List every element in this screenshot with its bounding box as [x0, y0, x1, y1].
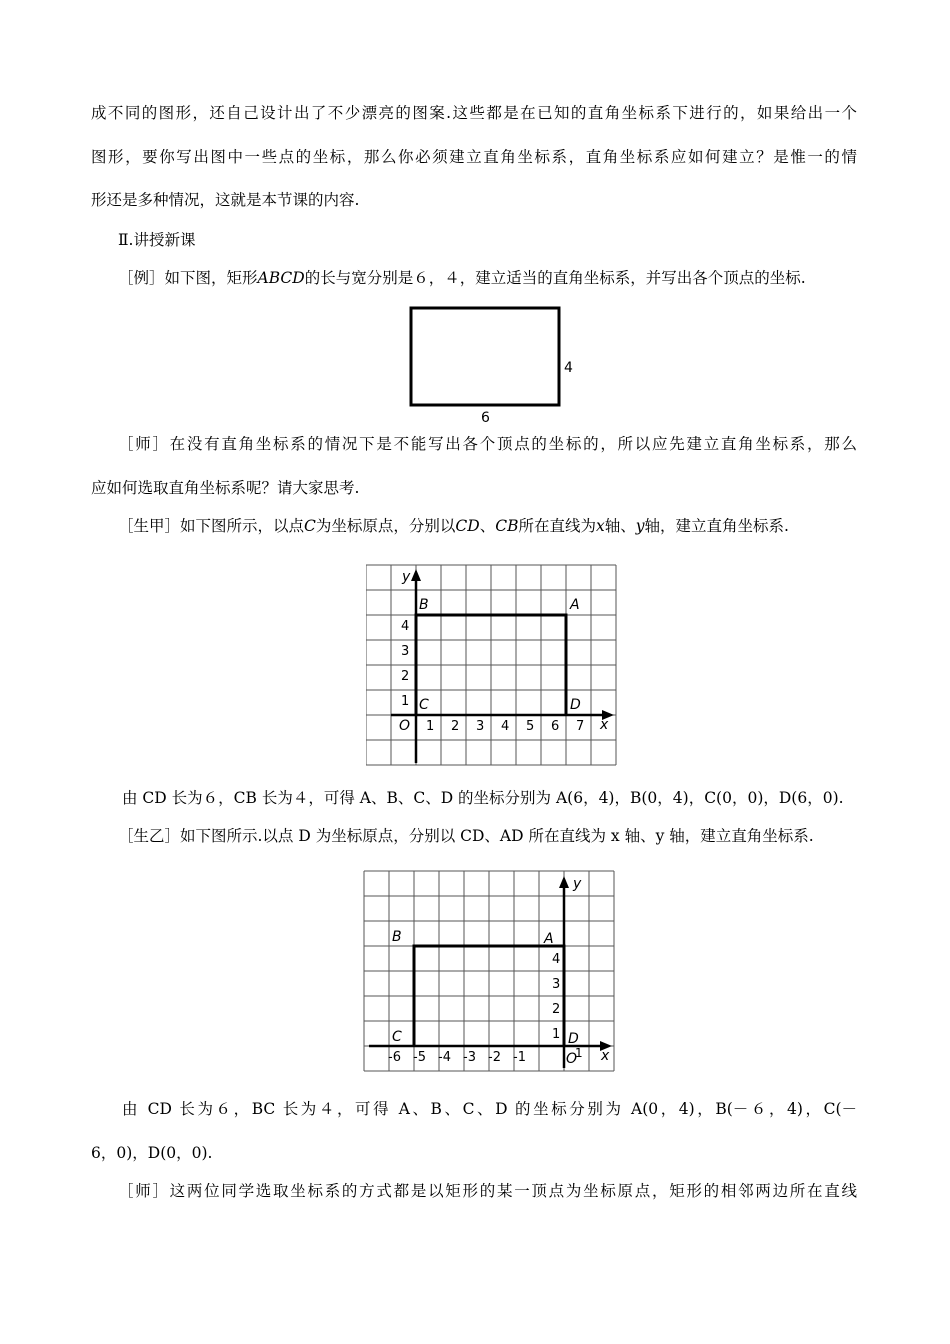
grid-lines: [366, 565, 616, 765]
y-tick-label: 3: [552, 977, 561, 992]
x-tick-label: -3: [463, 1050, 476, 1065]
point-label-b: B: [392, 929, 402, 945]
y-axis-arrow: [559, 876, 569, 888]
var-c: C: [304, 517, 316, 535]
x-tick-label: 5: [526, 719, 535, 734]
rectangle-abcd: [411, 308, 559, 405]
result-b-line: 6，0)，D(0，0).: [91, 1144, 213, 1162]
example-pre: ［例］如下图，矩形: [118, 269, 258, 287]
example-statement: [118, 268, 806, 288]
x-tick-label: 1: [426, 719, 435, 734]
teacher-line: ［师］这两位同学选取坐标系的方式都是以矩形的某一顶点为坐标原点，矩形的相邻两边所在直线: [118, 1182, 857, 1200]
x-tick-label: 3: [476, 719, 485, 734]
text-span: 所在直线为: [518, 517, 596, 535]
paragraph-line: 形还是多种情况，这就是本节课的内容.: [91, 191, 360, 209]
x-tick-label: 1: [575, 1046, 583, 1060]
teacher-line: 应如何选取直角坐标系呢？请大家思考.: [91, 479, 360, 497]
var-cd: CD: [455, 517, 480, 535]
var-x: x: [595, 517, 605, 535]
x-tick-label: -5: [413, 1050, 426, 1065]
point-label-c: C: [392, 1029, 402, 1045]
grid-figure-origin-c: [366, 563, 618, 766]
paragraph-line: 图形，要你写出图中一些点的坐标，那么你必须建立直角坐标系，直角坐标系应如何建立？是惟一的情: [91, 148, 857, 166]
teacher-line: ［师］在没有直角坐标系的情况下是不能写出各个顶点的坐标的，所以应先建立直角坐标系，那么: [118, 435, 857, 453]
y-tick-label: 4: [401, 619, 410, 634]
y-tick-label: 3: [401, 644, 410, 659]
x-tick-labels: [388, 1046, 583, 1065]
y-tick-labels: [401, 619, 409, 709]
y-tick-label: 2: [401, 669, 410, 684]
x-tick-label: -6: [388, 1050, 401, 1065]
rectangle-figure: [400, 300, 590, 430]
x-tick-labels: [426, 719, 584, 734]
length-label: 6: [481, 410, 490, 426]
var-y: y: [635, 517, 645, 535]
x-tick-label: 7: [576, 719, 585, 734]
x-tick-label: 4: [501, 719, 510, 734]
point-label-a: A: [570, 597, 580, 613]
student-a-statement: [118, 516, 789, 536]
point-label-a: A: [544, 931, 554, 947]
point-label-d: D: [568, 1031, 579, 1047]
y-tick-label: 1: [552, 1027, 561, 1042]
y-tick-label: 2: [552, 1002, 561, 1017]
x-tick-label: -2: [488, 1050, 501, 1065]
axis-label-x: x: [601, 1048, 610, 1064]
text-span: 轴、: [604, 517, 636, 535]
section-title: Ⅱ.讲授新课: [118, 231, 196, 249]
axis-label-y: y: [402, 569, 411, 585]
student-b-statement: ［生乙］如下图所示.以点 D 为坐标原点，分别以 CD、AD 所在直线为 x 轴、y 轴，建立直角坐标系.: [118, 827, 814, 845]
axis-label-x: x: [600, 717, 609, 733]
point-label-c: C: [419, 697, 429, 713]
text-span: 、: [479, 517, 496, 535]
point-label-b: B: [419, 597, 429, 613]
text-span: 为坐标原点，分别以: [315, 517, 456, 535]
y-tick-label: 4: [552, 952, 561, 967]
point-label-d: D: [570, 697, 581, 713]
example-post: 的长与宽分别是６，４，建立适当的直角坐标系，并写出各个顶点的坐标.: [304, 269, 806, 287]
y-tick-label: 1: [401, 694, 410, 709]
x-tick-label: 2: [451, 719, 460, 734]
axis-label-y: y: [573, 876, 582, 892]
origin-label: O: [566, 1051, 578, 1067]
var-cb: CB: [495, 517, 519, 535]
result-b-line: 由 CD 长为６，BC 长为４，可得 A、B、C、D 的坐标分别为 A(0，4)，B(－６，4)，C(－: [122, 1100, 857, 1118]
x-tick-label: -1: [513, 1050, 526, 1065]
text-span: ［生甲］如下图所示，以点: [118, 517, 305, 535]
example-var: ABCD: [257, 269, 305, 287]
text-span: 轴，建立直角坐标系.: [644, 517, 789, 535]
origin-label: O: [399, 718, 411, 734]
result-a: 由 CD 长为６，CB 长为４，可得 A、B、C、D 的坐标分别为 A(6，4)，B(0，4)，C(0，0)，D(6，0).: [122, 789, 844, 807]
x-tick-label: -4: [438, 1050, 451, 1065]
y-tick-labels: [552, 952, 560, 1042]
grid-figure-origin-d: [361, 870, 616, 1072]
width-label: 4: [564, 360, 573, 376]
paragraph-line: 成不同的图形，还自己设计出了不少漂亮的图案.这些都是在已知的直角坐标系下进行的，如果给出一个: [91, 104, 857, 122]
y-axis-arrow: [411, 569, 421, 581]
x-tick-label: 6: [551, 719, 560, 734]
